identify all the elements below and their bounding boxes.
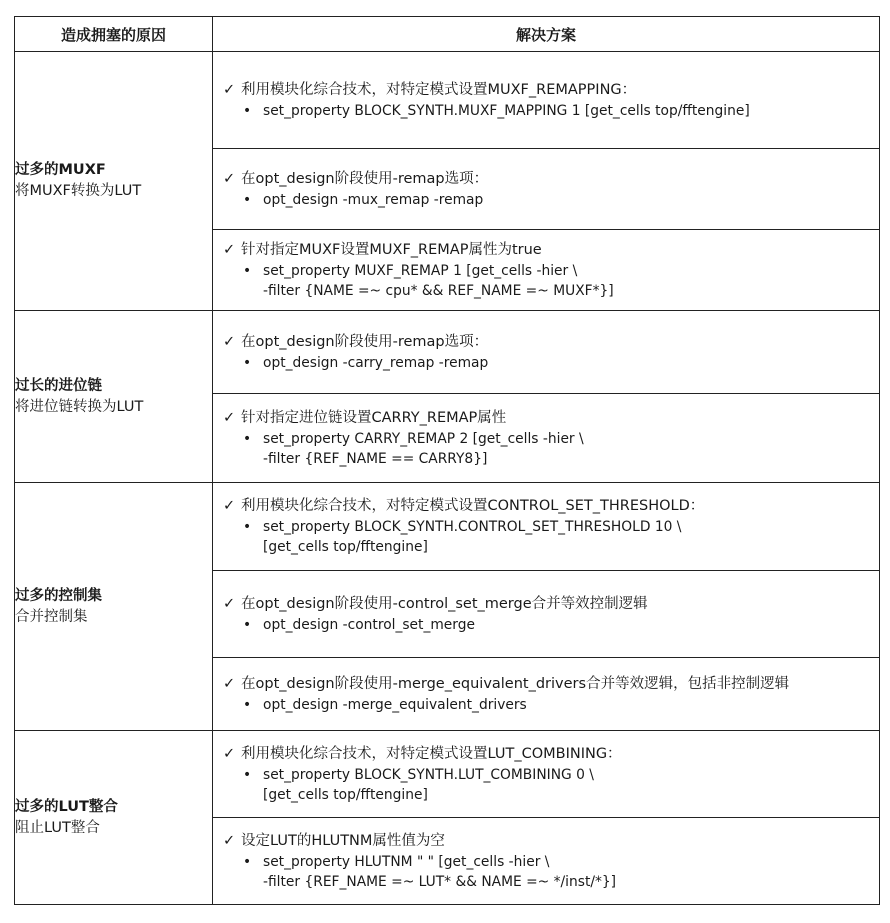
command-line: [223, 190, 869, 210]
solution-title: [223, 674, 869, 695]
checkmark-icon: ✓: [223, 595, 236, 612]
solution-title-text: 在opt_design阶段使用-remap选项：: [241, 170, 489, 187]
command-line: [223, 449, 869, 469]
solution-cell: [213, 818, 880, 905]
solution-cell: [213, 571, 880, 658]
solution-title-text: 在opt_design阶段使用-merge_equivalent_drivers合并等效逻辑，包括非控制逻辑: [241, 675, 790, 692]
command-text: set_property CARRY_REMAP 2 [get_cells -hier \: [263, 430, 584, 447]
cause-subtitle: 阻止LUT整合: [15, 819, 100, 836]
solution-title-text: 针对指定进位链设置CARRY_REMAP属性: [241, 409, 507, 426]
bullet-icon: •: [243, 430, 252, 447]
checkmark-icon: ✓: [223, 409, 236, 426]
command-line: [223, 852, 869, 872]
command-line: [223, 281, 869, 301]
solution-title: [223, 408, 869, 429]
command-text: set_property HLUTNM " " [get_cells -hier \: [263, 853, 550, 870]
solution-title: [223, 169, 869, 190]
checkmark-icon: ✓: [223, 81, 236, 98]
bullet-icon: •: [243, 191, 252, 208]
bullet-icon: •: [243, 696, 252, 713]
table-row: [15, 52, 880, 149]
solution-title: [223, 744, 869, 765]
command-line: [223, 429, 869, 449]
command-text: opt_design -carry_remap -remap: [263, 354, 489, 371]
checkmark-icon: ✓: [223, 832, 236, 849]
command-line: [223, 785, 869, 805]
solution-title: [223, 496, 869, 517]
solution-cell: [213, 230, 880, 311]
solution-title-text: 利用模块化综合技术，对特定模式设置CONTROL_SET_THRESHOLD：: [241, 498, 705, 514]
cause-subtitle: 将进位链转换为LUT: [15, 398, 144, 415]
command-line: [223, 765, 869, 785]
solution-cell: [213, 311, 880, 394]
bullet-icon: •: [243, 766, 252, 783]
command-text: opt_design -control_set_merge: [263, 616, 475, 633]
command-line: [223, 261, 869, 281]
solution-cell: [213, 731, 880, 818]
command-text: [get_cells top/fftengine]: [263, 539, 428, 555]
solution-title-text: 设定LUT的HLUTNM属性值为空: [241, 832, 445, 849]
checkmark-icon: ✓: [223, 170, 236, 187]
bullet-icon: •: [243, 519, 252, 535]
command-text: set_property BLOCK_SYNTH.MUXF_MAPPING 1 [get_cells top/fftengine]: [263, 102, 750, 119]
cause-cell: [15, 731, 213, 905]
solution-cell: [213, 483, 880, 571]
solution-title: [223, 594, 869, 615]
checkmark-icon: ✓: [223, 333, 236, 350]
table-row: [15, 311, 880, 394]
bullet-icon: •: [243, 354, 252, 371]
command-line: [223, 695, 869, 715]
command-line: [223, 537, 869, 557]
checkmark-icon: ✓: [223, 675, 236, 692]
cause-cell: [15, 52, 213, 311]
solution-title-text: 利用模块化综合技术，对特定模式设置MUXF_REMAPPING：: [241, 81, 637, 98]
solution-cell: [213, 658, 880, 731]
cause-subtitle: 将MUXF转换为LUT: [15, 183, 142, 199]
cause-cell: [15, 483, 213, 731]
header-cause: 造成拥塞的原因: [15, 17, 213, 52]
command-text: [get_cells top/fftengine]: [263, 786, 428, 803]
solution-title: [223, 332, 869, 353]
command-line: [223, 615, 869, 635]
command-line: [223, 353, 869, 373]
solution-cell: [213, 394, 880, 483]
solution-title: [223, 831, 869, 852]
command-line: [223, 101, 869, 121]
bullet-icon: •: [243, 616, 252, 633]
command-text: -filter {REF_NAME =~ LUT* && NAME =~ */inst/*}]: [263, 873, 617, 890]
header-row: [15, 17, 880, 52]
cause-cell: [15, 311, 213, 483]
checkmark-icon: ✓: [223, 241, 236, 258]
table-body: [15, 52, 880, 905]
command-text: set_property BLOCK_SYNTH.CONTROL_SET_THRESHOLD 10 \: [263, 519, 682, 535]
cause-title: 过多的MUXF: [15, 162, 106, 178]
command-line: [223, 517, 869, 537]
cause-title: 过多的LUT整合: [15, 798, 118, 815]
command-text: opt_design -merge_equivalent_drivers: [263, 696, 527, 713]
solution-title-text: 在opt_design阶段使用-remap选项：: [241, 333, 489, 350]
command-text: -filter {REF_NAME == CARRY8}]: [263, 450, 488, 467]
solution-title: [223, 240, 869, 261]
command-text: -filter {NAME =~ cpu* && REF_NAME =~ MUXF*}]: [263, 282, 614, 299]
solution-cell: [213, 149, 880, 230]
table-row: [15, 483, 880, 571]
checkmark-icon: ✓: [223, 745, 236, 762]
solution-cell: [213, 52, 880, 149]
solution-title-text: 针对指定MUXF设置MUXF_REMAP属性为true: [241, 241, 542, 258]
command-text: opt_design -mux_remap -remap: [263, 191, 484, 208]
table-row: [15, 731, 880, 818]
command-text: set_property BLOCK_SYNTH.LUT_COMBINING 0 \: [263, 766, 594, 783]
bullet-icon: •: [243, 102, 252, 119]
cause-title: 过多的控制集: [15, 587, 102, 604]
solution-title: [223, 80, 869, 101]
congestion-table: [14, 16, 880, 905]
command-line: [223, 872, 869, 892]
bullet-icon: •: [243, 853, 252, 870]
command-text: set_property MUXF_REMAP 1 [get_cells -hier \: [263, 262, 578, 279]
solution-title-text: 利用模块化综合技术，对特定模式设置LUT_COMBINING：: [241, 745, 622, 762]
header-solution: 解决方案: [213, 17, 880, 52]
cause-subtitle: 合并控制集: [15, 608, 88, 625]
solution-title-text: 在opt_design阶段使用-control_set_merge合并等效控制逻辑: [241, 595, 648, 612]
cause-title: 过长的进位链: [15, 377, 102, 394]
bullet-icon: •: [243, 262, 252, 279]
checkmark-icon: ✓: [223, 498, 236, 514]
